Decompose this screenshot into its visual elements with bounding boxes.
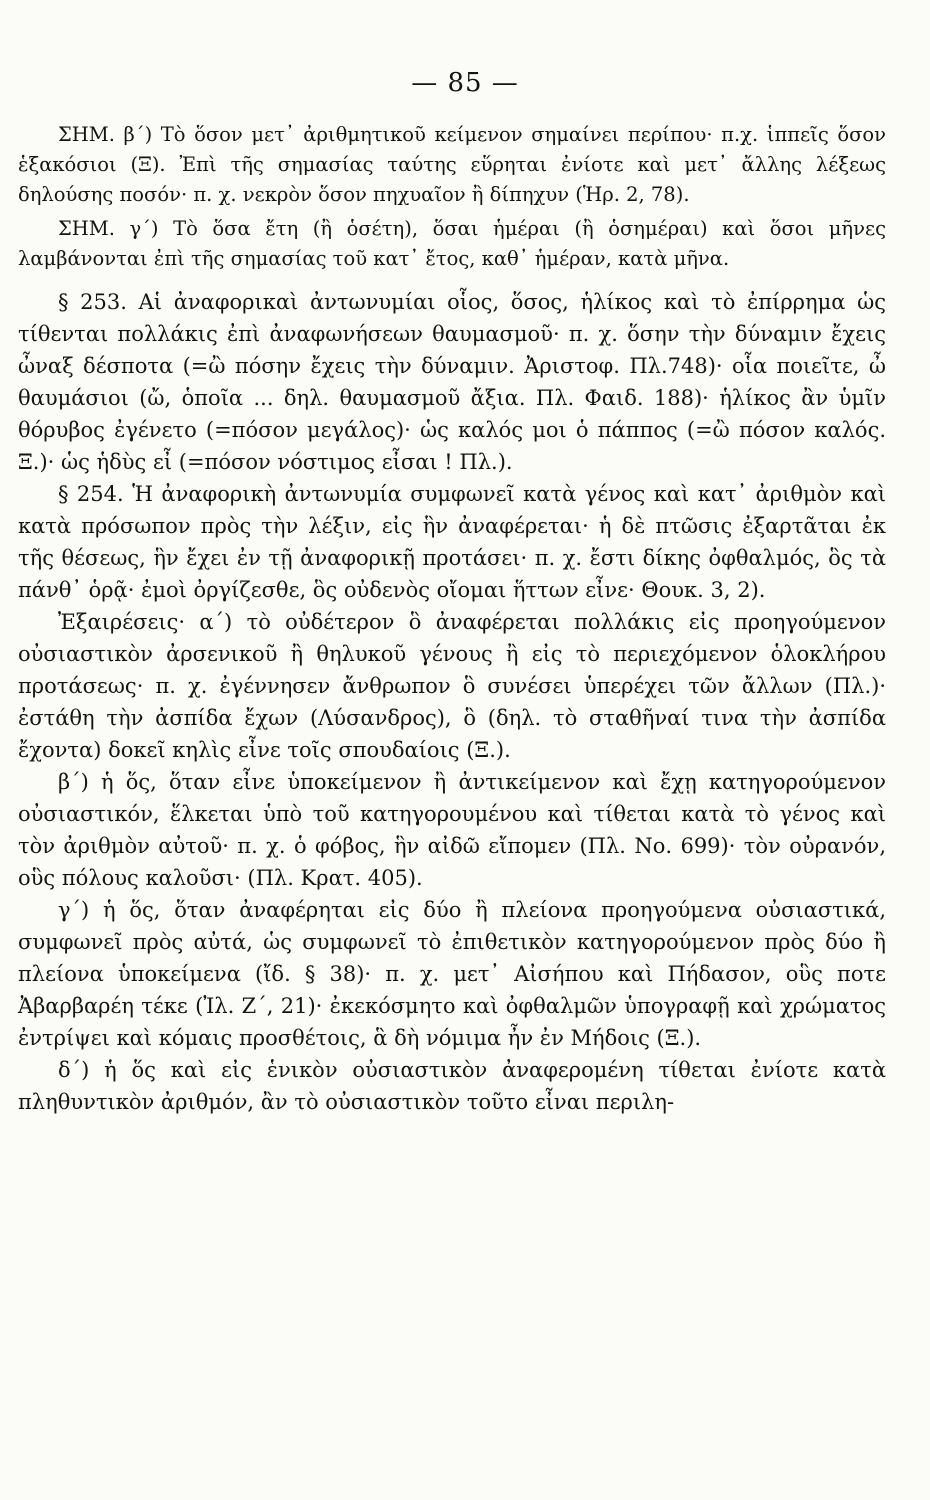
section-253-paragraph: § 253. Αἱ ἀναφορικαὶ ἀντωνυμίαι οἷος, ὅσος, ἡλίκος καὶ τὸ ἐπίρρημα ὡς τίθενται πολλάκις ἐπὶ ἀναφωνήσεων θαυμασμοῦ· π. χ. ὅσην τὴν δύναμιν ἔχεις ὦναξ δέσποτα (=ὢ πόσην ἔχεις τὴν δύναμιν. Ἀριστοφ. Πλ.748)· οἷα ποιεῖτε, ὦ θαυμάσιοι (ὤ, ὁποῖα ... δηλ. θαυμασμοῦ ἄξια. Πλ. Φαιδ. 188)· ἡλίκος ἂν ὑμῖν θόρυβος ἐγένετο (=πόσον μεγάλος)· ὡς καλός μοι ὁ πάππος (=ὢ πόσον καλός. Ξ.)· ὡς ἡδὺς εἶ (=πόσον νόστιμος εἶσαι ! Πλ.). — [18, 290, 886, 474]
exceptions-a-paragraph: Ἐξαιρέσεις· α΄) τὸ οὐδέτερον ὃ ἀναφέρεται πολλάκις εἰς προηγούμενον οὐσιαστικὸν ἀρσενικοῦ ἢ θηλυκοῦ γένους ἢ εἰς τὸ περιεχόμενον ὁλοκλήρου προτάσεως· π. χ. ἐγέννησεν ἄνθρωπον ὃ συνέσει ὑπερέχει τῶν ἄλλων (Πλ.)· ἐστάθη τὴν ἀσπίδα ἔχων (Λύσανδρος), ὃ (δηλ. τὸ σταθῆναί τινα τὴν ἀσπίδα ἔχοντα) δοκεῖ κηλὶς εἶνε τοῖς σπουδαίοις (Ξ.). — [18, 610, 886, 762]
exceptions-d-paragraph: δ΄) ἡ ὅς καὶ εἰς ἑνικὸν οὐσιαστικὸν ἀναφερομένη τίθεται ἐνίοτε κατὰ πληθυντικὸν ἀριθμόν, ἂν τὸ οὐσιαστικὸν τοῦτο εἶναι περιλη- — [18, 1058, 886, 1114]
note-paragraph: ΣΗΜ. γ΄) Τὸ ὅσα ἔτη (ἢ ὁσέτη), ὅσαι ἡμέραι (ἢ ὁσημέραι) καὶ ὅσοι μῆνες λαμβάνονται ἐπὶ τῆς σημασίας τοῦ κατ᾽ ἔτος, καθ᾽ ἡμέραν, κατὰ μῆνα. — [18, 217, 886, 270]
exceptions-b-paragraph: β΄) ἡ ὅς, ὅταν εἶνε ὑποκείμενον ἢ ἀντικείμενον καὶ ἔχῃ κατηγορούμενον οὐσιαστικόν, ἕλκεται ὑπὸ τοῦ κατηγορουμένου καὶ τίθεται κατὰ τὸ γένος καὶ τὸν ἀριθμὸν αὐτοῦ· π. χ. ὁ φόβος, ἣν αἰδῶ εἴπομεν (Πλ. Νο. 699)· τὸν οὐρανόν, οὓς πόλους καλοῦσι· (Πλ. Κρατ. 405). — [18, 770, 886, 890]
page-body — [18, 120, 886, 1118]
note-paragraph: ΣΗΜ. β΄) Τὸ ὅσον μετ᾽ ἀριθμητικοῦ κείμενον σημαίνει περίπου· π.χ. ἱππεῖς ὅσον ἑξακόσιοι (Ξ). Ἐπὶ τῆς σημασίας ταύτης εὕρηται ἐνίοτε καὶ μετ᾽ ἄλλης λέξεως δηλούσης ποσόν· π. χ. νεκρὸν ὅσον πηχυαῖον ἢ δίπηχυν (Ἡρ. 2, 78). — [18, 123, 886, 206]
section-254-paragraph: § 254. Ἡ ἀναφορικὴ ἀντωνυμία συμφωνεῖ κατὰ γένος καὶ κατ᾽ ἀριθμὸν καὶ κατὰ πρόσωπον πρὸς τὴν λέξιν, εἰς ἣν ἀναφέρεται· ἡ δὲ πτῶσις ἐξαρτᾶται ἐκ τῆς θέσεως, ἣν ἔχει ἐν τῇ ἀναφορικῇ προτάσει· π. χ. ἔστι δίκης ὀφθαλμός, ὃς τὰ πάνθ᾽ ὁρᾷ· ἐμοὶ ὀργίζεσθε, ὃς οὐδενὸς οἴομαι ἥττων εἶνε· Θουκ. 3, 2). — [18, 482, 886, 602]
exceptions-c-paragraph: γ΄) ἡ ὅς, ὅταν ἀναφέρηται εἰς δύο ἢ πλείονα προηγούμενα οὐσιαστικά, συμφωνεῖ πρὸς αὐτά, ὡς συμφωνεῖ τὸ ἐπιθετικὸν κατηγορούμενον πρὸς δύο ἢ πλείονα ὑποκείμενα (ἴδ. § 38)· π. χ. μετ᾽ Αἰσήπου καὶ Πήδασον, οὓς ποτε Ἀβαρβαρέη τέκε (Ἰλ. Ζ΄, 21)· ἐκεκόσμητο καὶ ὀφθαλμῶν ὑπογραφῇ καὶ χρώματος ἐντρίψει καὶ κόμαις προσθέτοις, ἃ δὴ νόμιμα ἦν ἐν Μήδοις (Ξ.). — [18, 898, 886, 1050]
page-number: — 85 — — [411, 68, 519, 98]
